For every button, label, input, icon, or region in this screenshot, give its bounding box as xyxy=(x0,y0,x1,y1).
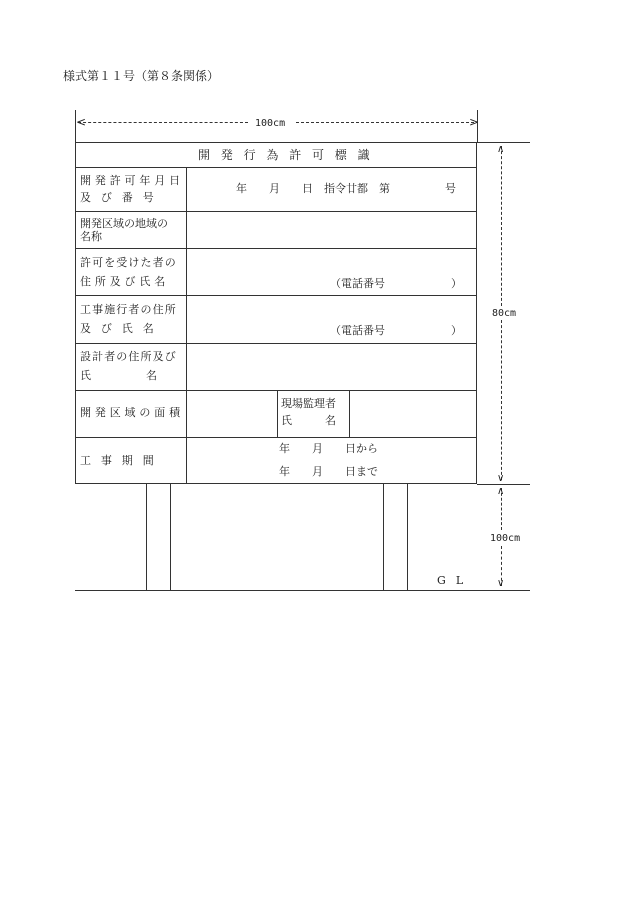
row1-label-line2: 及び番号 xyxy=(80,191,164,204)
ground-line xyxy=(75,590,530,591)
right-post-inner xyxy=(383,484,384,590)
supervisor-separator xyxy=(349,390,350,437)
label-column-separator xyxy=(186,167,187,484)
row4-label-line1: 工事施行者の住所 xyxy=(80,303,177,316)
form-number-title: 様式第１１号（第８条関係） xyxy=(63,69,220,83)
dim-post-down-arrow: ∨ xyxy=(497,578,505,589)
row-line-4 xyxy=(75,295,477,296)
row4-label-line2: 及び氏名 xyxy=(80,322,164,335)
row3-label-line2: 住所及び氏名 xyxy=(80,275,170,288)
permit-date-number-value: 年 月 日 指令廿都 第 号 xyxy=(236,182,456,195)
dim-width-line-right xyxy=(296,122,474,123)
dim-board-line-bottom xyxy=(501,320,502,480)
row-line-5 xyxy=(75,343,477,344)
period-label: 工事期間 xyxy=(80,454,164,467)
row-line-7 xyxy=(75,437,477,438)
period-from: 年 月 日から xyxy=(279,442,378,455)
row4-phone: （電話番号 ） xyxy=(330,324,462,337)
row-line-1 xyxy=(75,167,477,168)
dim-board-line-top xyxy=(501,146,502,306)
row3-label-line1: 許可を受けた者の xyxy=(80,256,177,269)
area-label: 開発区域の面積 xyxy=(80,406,184,419)
supervisor-label-line1: 現場監理者 xyxy=(281,397,336,410)
area-value-separator xyxy=(277,390,278,437)
row1-label-line1: 開発許可年月日 xyxy=(80,174,184,187)
left-post-inner xyxy=(170,484,171,590)
row2-label-line2: 名称 xyxy=(80,230,102,243)
row2-label-line1: 開発区域の地域の xyxy=(80,217,168,230)
dim-board-down-arrow: ∨ xyxy=(497,473,505,484)
dim-width-line-left xyxy=(78,122,248,123)
dim-post-up-arrow: ∧ xyxy=(497,486,505,497)
ground-label: G L xyxy=(437,574,467,587)
row-line-2 xyxy=(75,211,477,212)
sign-title: 開発行為許可標識 xyxy=(198,148,381,162)
dim-right-arrow: > xyxy=(469,115,480,129)
period-to: 年 月 日まで xyxy=(279,465,378,478)
dim-board-height-label: 80cm xyxy=(492,308,517,319)
dim-post-height-label: 100cm xyxy=(490,533,521,544)
row5-label-line1: 設計者の住所及び xyxy=(80,350,177,363)
left-post-outer xyxy=(146,484,147,590)
row-line-3 xyxy=(75,248,477,249)
row-line-6 xyxy=(75,390,477,391)
supervisor-label-line2: 氏 名 xyxy=(281,414,336,427)
dim-left-arrow: < xyxy=(76,115,87,129)
dim-board-up-arrow: ∧ xyxy=(497,144,505,155)
dim-width-label: 100cm xyxy=(255,118,286,129)
row5-label-line2: 氏 名 xyxy=(80,369,157,382)
right-post-outer xyxy=(407,484,408,590)
row3-phone: （電話番号 ） xyxy=(330,277,462,290)
